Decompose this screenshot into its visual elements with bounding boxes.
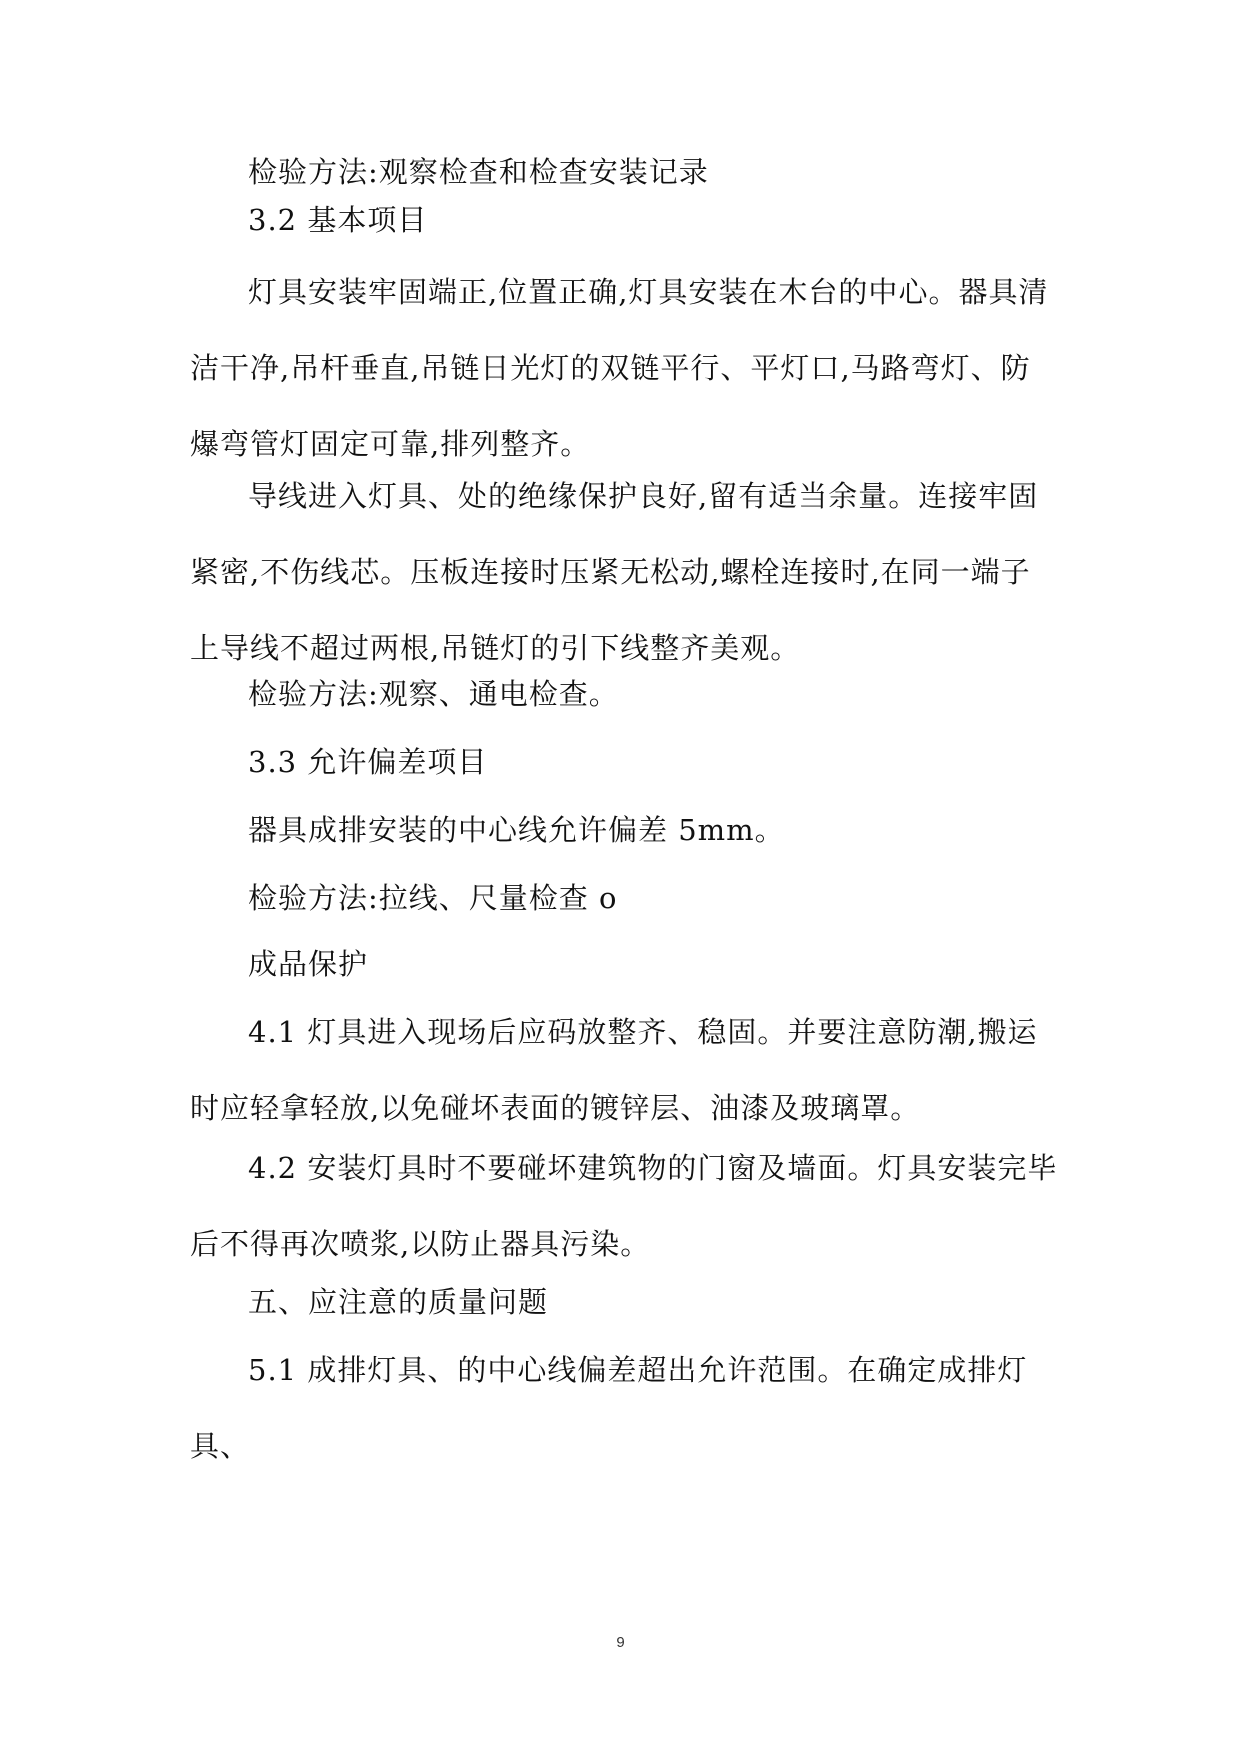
section-heading-product-protection: 成品保护: [248, 947, 369, 981]
paragraph-4-2: 4.2 安装灯具时不要碰坏建筑物的门窗及墙面。灯具安装完毕后不得再次喷浆,以防止器具污染。: [190, 1151, 1058, 1261]
paragraph-lamp-installation: 灯具安装牢固端正,位置正确,灯具安装在木台的中心。器具清洁干净,吊杆垂直,吊链日光灯的双链平行、平灯口,马路弯灯、防爆弯管灯固定可靠,排列整齐。: [190, 275, 1049, 461]
section-heading-3-2: 3.2 基本项目: [248, 203, 428, 237]
paragraph-5-1: 5.1 成排灯具、的中心线偏差超出允许范围。在确定成排灯具、: [190, 1353, 1028, 1463]
paragraph-inspection-method-3: 检验方法:拉线、尺量检查 o: [248, 881, 618, 915]
paragraph-inspection-method-2: 检验方法:观察、通电检查。: [248, 677, 619, 711]
section-heading-5: 五、应注意的质量问题: [248, 1285, 549, 1319]
paragraph-4-1: 4.1 灯具进入现场后应码放整齐、稳固。并要注意防潮,搬运时应轻拿轻放,以免碰坏表面的镀锌层、油漆及玻璃罩。: [190, 1015, 1038, 1125]
page-number: 9: [616, 1634, 625, 1651]
paragraph-wire-entry: 导线进入灯具、处的绝缘保护良好,留有适当余量。连接牢固紧密,不伤线芯。压板连接时压紧无松动,螺栓连接时,在同一端子上导线不超过两根,吊链灯的引下线整齐美观。: [190, 479, 1039, 665]
section-heading-3-3: 3.3 允许偏差项目: [248, 745, 488, 779]
paragraph-allowed-deviation: 器具成排安装的中心线允许偏差 5mm。: [248, 813, 785, 847]
paragraph-inspection-method-1: 检验方法:观察检查和检查安装记录: [248, 155, 709, 189]
